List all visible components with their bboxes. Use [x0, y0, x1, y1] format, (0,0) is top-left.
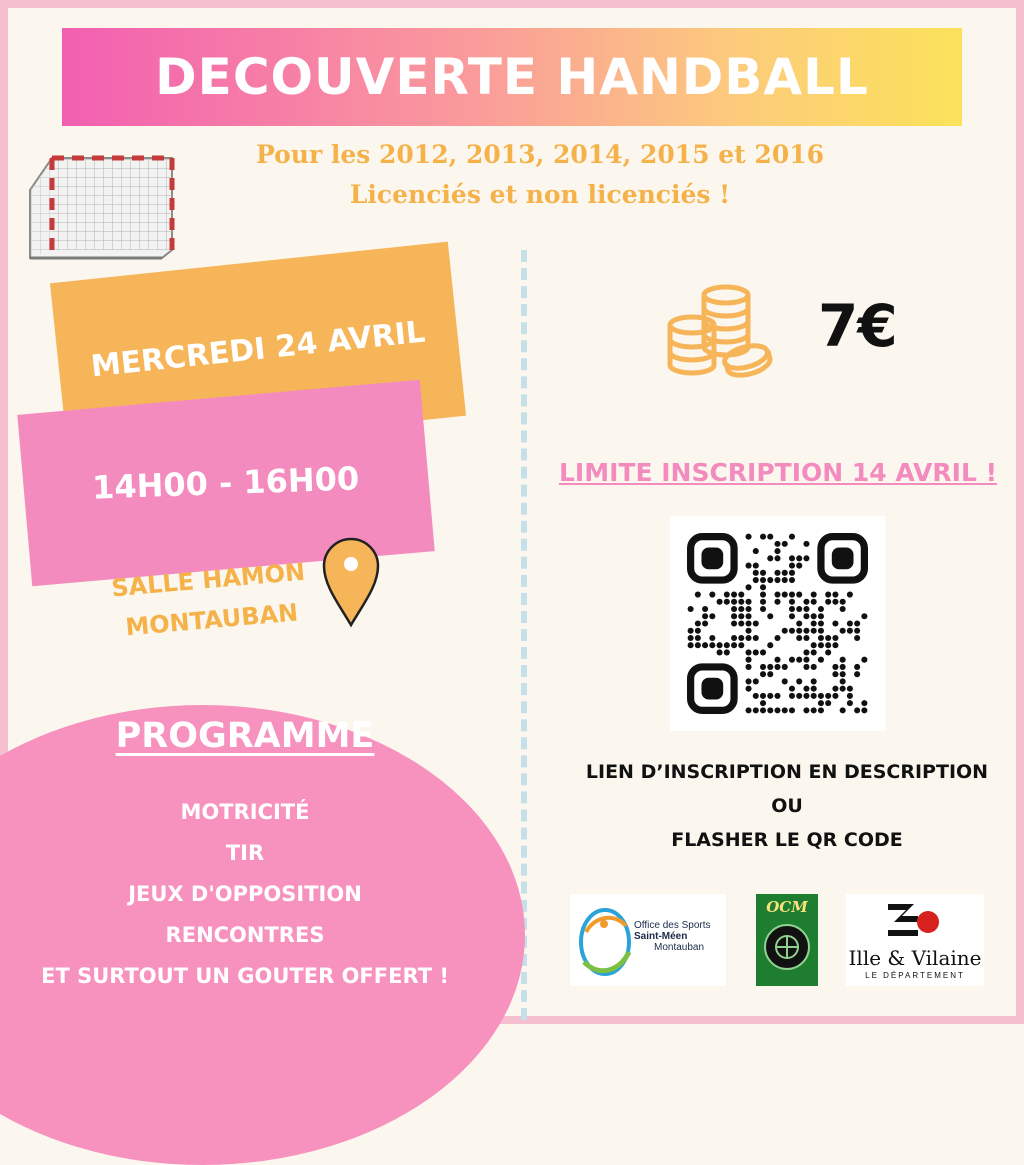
qr-dot — [811, 642, 817, 648]
qr-dot — [745, 678, 751, 684]
qr-dot — [745, 534, 751, 540]
qr-dot — [803, 628, 809, 634]
office-logo-mark — [574, 902, 636, 980]
qr-dot — [774, 707, 780, 713]
qr-dot — [767, 534, 773, 540]
qr-dot — [724, 642, 730, 648]
qr-dot — [760, 534, 766, 540]
qr-dot — [731, 599, 737, 605]
qr-dot — [782, 678, 788, 684]
qr-dot — [825, 599, 831, 605]
qr-dot — [818, 693, 824, 699]
qr-dot — [840, 664, 846, 670]
qr-dot — [774, 657, 780, 663]
ocm-logo-text: OCM — [766, 898, 808, 916]
qr-dot — [695, 628, 701, 634]
qr-dot — [760, 649, 766, 655]
qr-dot — [840, 606, 846, 612]
qr-dot — [738, 591, 744, 597]
qr-dot — [818, 620, 824, 626]
qr-dot — [738, 599, 744, 605]
qr-dot — [745, 563, 751, 569]
office-des-sports-logo — [570, 894, 726, 986]
qr-dot — [796, 620, 802, 626]
qr-dot — [745, 584, 751, 590]
qr-dot — [840, 678, 846, 684]
poster-title: DECOUVERTE HANDBALL — [155, 48, 869, 106]
qr-dot — [825, 700, 831, 706]
qr-dot — [803, 635, 809, 641]
qr-dot — [688, 606, 694, 612]
qr-finder-inner — [832, 547, 854, 569]
qr-dot — [847, 700, 853, 706]
qr-dot — [789, 599, 795, 605]
qr-dot — [745, 707, 751, 713]
qr-dot — [825, 649, 831, 655]
department-name: Ille & Vilaine — [848, 946, 982, 970]
qr-finder-inner — [701, 547, 723, 569]
qr-dot — [760, 664, 766, 670]
coins-icon — [662, 283, 782, 383]
qr-dot — [796, 635, 802, 641]
qr-dot — [811, 591, 817, 597]
qr-dot — [745, 613, 751, 619]
qr-dot — [760, 570, 766, 576]
qr-code-pattern — [687, 533, 868, 714]
programme-list — [20, 792, 470, 997]
qr-dot — [774, 664, 780, 670]
registration-qr-line: FLASHER LE QR CODE — [671, 829, 903, 851]
qr-dot — [717, 642, 723, 648]
qr-dot — [774, 591, 780, 597]
qr-dot — [789, 570, 795, 576]
qr-dot — [796, 606, 802, 612]
qr-dot — [695, 591, 701, 597]
qr-dot — [782, 664, 788, 670]
qr-dot — [818, 635, 824, 641]
qr-dot — [774, 541, 780, 547]
qr-dot — [840, 707, 846, 713]
qr-dot — [760, 599, 766, 605]
qr-dot — [803, 613, 809, 619]
qr-dot — [847, 620, 853, 626]
qr-dot — [840, 599, 846, 605]
qr-dot — [803, 649, 809, 655]
price: 7€ — [818, 292, 897, 360]
qr-dot — [688, 642, 694, 648]
qr-dot — [767, 693, 773, 699]
qr-dot — [767, 642, 773, 648]
registration-info — [572, 755, 1002, 857]
qr-finder-inner — [701, 678, 723, 700]
qr-dot — [789, 686, 795, 692]
programme-item: RENCONTRES — [165, 923, 325, 947]
qr-dot — [825, 591, 831, 597]
qr-dot — [767, 555, 773, 561]
qr-dot — [688, 635, 694, 641]
qr-dot — [861, 613, 867, 619]
qr-dot — [832, 591, 838, 597]
qr-dot — [695, 620, 701, 626]
qr-dot — [789, 563, 795, 569]
office-logo-text: Office des Sports Saint-Méen Montauban — [634, 920, 711, 953]
qr-dot — [840, 628, 846, 634]
qr-dot — [789, 693, 795, 699]
qr-dot — [854, 620, 860, 626]
qr-dot — [847, 628, 853, 634]
qr-dot — [753, 570, 759, 576]
qr-dot — [811, 613, 817, 619]
qr-dot — [688, 628, 694, 634]
qr-dot — [774, 555, 780, 561]
qr-dot — [796, 555, 802, 561]
qr-dot — [731, 591, 737, 597]
qr-dot — [811, 599, 817, 605]
qr-dot — [760, 671, 766, 677]
qr-dot — [796, 657, 802, 663]
qr-dot — [774, 577, 780, 583]
qr-dot — [731, 642, 737, 648]
qr-dot — [854, 671, 860, 677]
qr-dot — [782, 541, 788, 547]
qr-dot — [789, 628, 795, 634]
programme-item: JEUX D'OPPOSITION — [128, 882, 362, 906]
qr-dot — [832, 642, 838, 648]
qr-dot — [832, 620, 838, 626]
qr-dot — [840, 671, 846, 677]
qr-dot — [753, 620, 759, 626]
qr-dot — [767, 671, 773, 677]
qr-dot — [753, 693, 759, 699]
qr-dot — [753, 577, 759, 583]
qr-dot — [796, 693, 802, 699]
ocm-ball-icon — [762, 922, 812, 972]
programme-item: MOTRICITÉ — [180, 800, 310, 824]
event-date: MERCREDI 24 AVRIL — [89, 314, 427, 385]
programme-item: TIR — [225, 841, 265, 865]
qr-dot — [811, 686, 817, 692]
qr-dot — [702, 613, 708, 619]
qr-dot — [811, 707, 817, 713]
qr-dot — [774, 635, 780, 641]
qr-dot — [753, 707, 759, 713]
qr-dot — [861, 657, 867, 663]
event-time: 14H00 - 16H00 — [91, 459, 361, 507]
ocm-club-logo — [756, 894, 818, 986]
qr-dot — [731, 613, 737, 619]
qr-dot — [803, 555, 809, 561]
department-logo-mark — [884, 900, 944, 946]
qr-dot — [789, 555, 795, 561]
qr-dot — [847, 686, 853, 692]
qr-dot — [854, 664, 860, 670]
qr-dot — [854, 707, 860, 713]
qr-dot — [760, 591, 766, 597]
qr-dot — [709, 642, 715, 648]
qr-dot — [818, 628, 824, 634]
qr-dot — [861, 707, 867, 713]
qr-dot — [811, 678, 817, 684]
qr-dot — [796, 628, 802, 634]
qr-dot — [825, 642, 831, 648]
qr-dot — [753, 678, 759, 684]
qr-dot — [738, 606, 744, 612]
qr-dot — [818, 700, 824, 706]
qr-dot — [803, 686, 809, 692]
qr-dot — [818, 642, 824, 648]
department-subtitle: LE DÉPARTEMENT — [865, 971, 965, 980]
qr-dot — [847, 693, 853, 699]
qr-dot — [782, 570, 788, 576]
qr-dot — [760, 700, 766, 706]
qr-dot — [767, 613, 773, 619]
qr-dot — [760, 577, 766, 583]
qr-dot — [745, 657, 751, 663]
qr-dot — [832, 671, 838, 677]
qr-dot — [760, 707, 766, 713]
qr-dot — [825, 635, 831, 641]
qr-dot — [745, 599, 751, 605]
qr-dot — [753, 563, 759, 569]
qr-dot — [745, 664, 751, 670]
subtitle-years: Pour les 2012, 2013, 2014, 2015 et 2016 — [255, 140, 825, 169]
qr-dot — [760, 584, 766, 590]
qr-dot — [854, 635, 860, 641]
qr-dot — [745, 606, 751, 612]
registration-deadline: LIMITE INSCRIPTION 14 AVRIL ! — [558, 458, 997, 487]
qr-dot — [782, 707, 788, 713]
programme-item: ET SURTOUT UN GOUTER OFFERT ! — [41, 964, 449, 988]
qr-dot — [745, 649, 751, 655]
qr-dot — [702, 642, 708, 648]
qr-dot — [709, 613, 715, 619]
qr-dot — [738, 620, 744, 626]
qr-dot — [753, 548, 759, 554]
qr-dot — [789, 613, 795, 619]
qr-dot — [745, 620, 751, 626]
qr-dot — [803, 657, 809, 663]
qr-dot — [753, 649, 759, 655]
qr-dot — [847, 591, 853, 597]
qr-dot — [789, 577, 795, 583]
venue-town: MONTAUBAN — [124, 598, 300, 642]
qr-dot — [738, 642, 744, 648]
qr-dot — [832, 686, 838, 692]
qr-dot — [832, 664, 838, 670]
qr-dot — [753, 635, 759, 641]
qr-dot — [803, 707, 809, 713]
qr-dot — [774, 548, 780, 554]
qr-dot — [774, 693, 780, 699]
qr-dot — [731, 620, 737, 626]
qr-dot — [861, 700, 867, 706]
qr-dot — [782, 577, 788, 583]
qr-dot — [717, 599, 723, 605]
qr-dot — [702, 606, 708, 612]
qr-dot — [803, 606, 809, 612]
qr-dot — [832, 693, 838, 699]
qr-dot — [818, 657, 824, 663]
qr-dot — [767, 707, 773, 713]
qr-dot — [774, 599, 780, 605]
qr-dot — [825, 693, 831, 699]
qr-dot — [789, 606, 795, 612]
qr-dot — [789, 534, 795, 540]
qr-dot — [695, 642, 701, 648]
qr-dot — [811, 693, 817, 699]
ille-et-vilaine-logo — [846, 894, 984, 986]
qr-dot — [724, 649, 730, 655]
handball-goal-icon — [22, 150, 182, 270]
qr-dot — [811, 628, 817, 634]
qr-dot — [738, 613, 744, 619]
qr-dot — [709, 591, 715, 597]
qr-dot — [854, 628, 860, 634]
qr-dot — [840, 686, 846, 692]
qr-dot — [811, 649, 817, 655]
qr-dot — [709, 635, 715, 641]
qr-dot — [811, 664, 817, 670]
qr-dot — [796, 563, 802, 569]
qr-dot — [724, 599, 730, 605]
title-banner — [62, 28, 962, 126]
qr-dot — [724, 591, 730, 597]
qr-dot — [789, 591, 795, 597]
qr-dot — [760, 606, 766, 612]
qr-dot — [695, 635, 701, 641]
map-pin-icon — [318, 533, 384, 629]
qr-dot — [702, 620, 708, 626]
qr-dot — [811, 620, 817, 626]
qr-dot — [767, 664, 773, 670]
venue-name: SALLE HAMON — [110, 557, 307, 603]
qr-dot — [818, 606, 824, 612]
qr-dot — [782, 591, 788, 597]
qr-dot — [738, 635, 744, 641]
qr-dot — [767, 577, 773, 583]
programme-title: PROGRAMME — [115, 716, 375, 756]
qr-dot — [803, 664, 809, 670]
qr-dot — [789, 707, 795, 713]
subtitle-licence: Licenciés et non licenciés ! — [349, 180, 731, 209]
qr-dot — [774, 570, 780, 576]
qr-dot — [832, 635, 838, 641]
qr-dot — [745, 686, 751, 692]
qr-dot — [818, 613, 824, 619]
qr-dot — [731, 606, 737, 612]
registration-link-line: LIEN D’INSCRIPTION EN DESCRIPTION OU — [585, 761, 989, 817]
qr-dot — [745, 635, 751, 641]
qr-dot — [818, 707, 824, 713]
qr-dot — [803, 541, 809, 547]
qr-dot — [796, 678, 802, 684]
qr-dot — [803, 693, 809, 699]
qr-dot — [760, 693, 766, 699]
qr-dot — [796, 591, 802, 597]
qr-code[interactable] — [670, 516, 885, 731]
qr-dot — [840, 657, 846, 663]
qr-dot — [717, 649, 723, 655]
qr-dot — [731, 635, 737, 641]
qr-dot — [803, 599, 809, 605]
qr-dot — [745, 628, 751, 634]
qr-dot — [789, 657, 795, 663]
qr-dot — [782, 628, 788, 634]
qr-dot — [832, 599, 838, 605]
